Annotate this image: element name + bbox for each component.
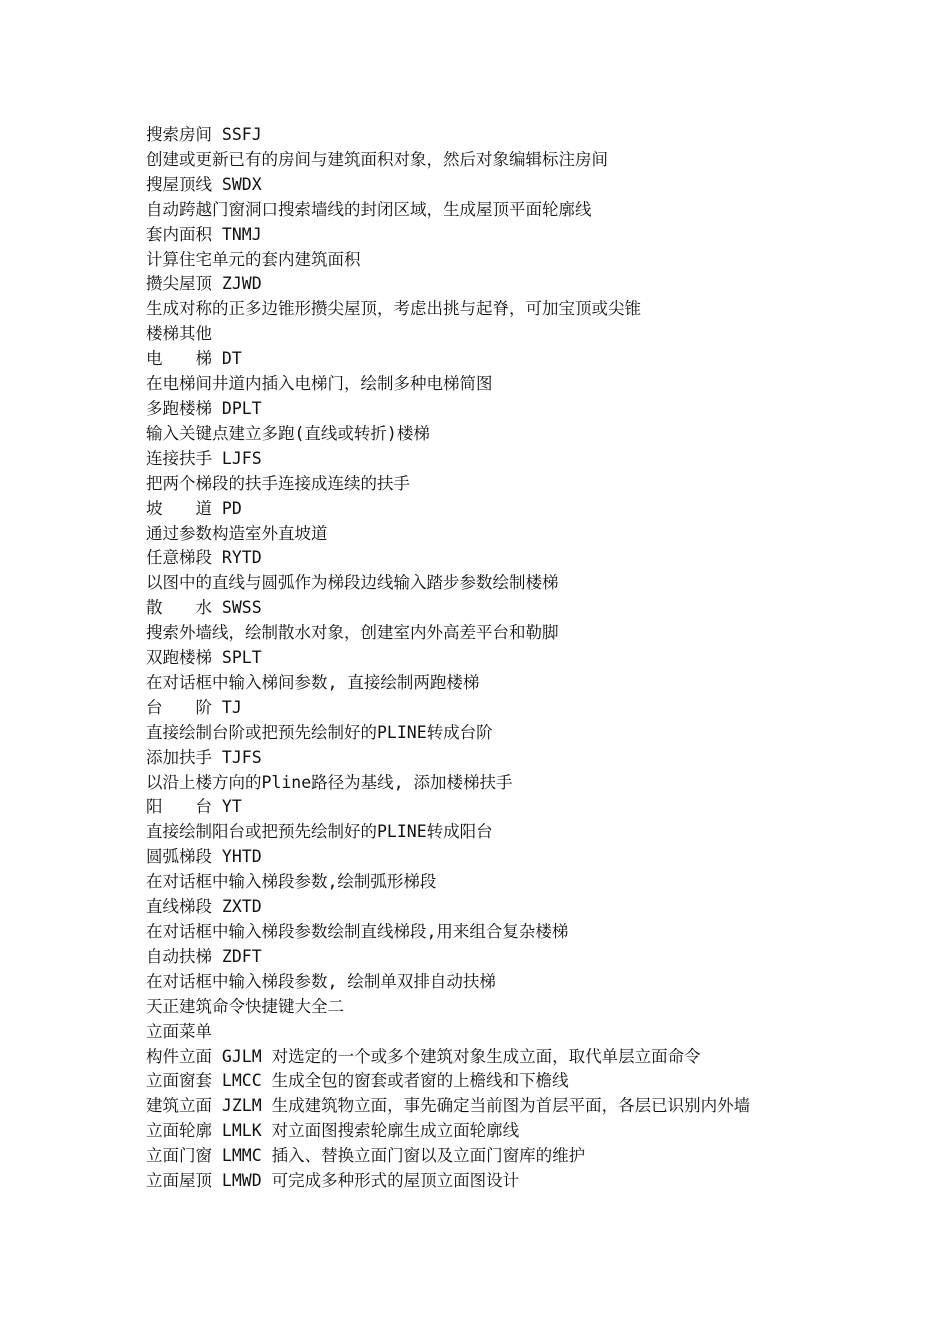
- command-title-yhtd: 圆弧梯段 YHTD: [146, 847, 262, 867]
- command-desc-yt: 直接绘制阳台或把预先绘制好的PLINE转成阳台: [146, 822, 493, 842]
- command-title-pd: 坡 道 PD: [146, 498, 242, 518]
- command-desc-zxtd: 在对话框中输入梯段参数绘制直线梯段,用来组合复杂楼梯: [146, 922, 569, 941]
- command-desc-dplt: 输入关键点建立多跑(直线或转折)楼梯: [146, 423, 430, 443]
- command-desc-tjfs: 以沿上楼方向的Pline路径为基线, 添加楼梯扶手: [146, 772, 513, 792]
- command-desc-swss: 搜索外墙线，绘制散水对象，创建室内外高差平台和勒脚: [146, 623, 559, 643]
- command-desc-yhtd: 在对话框中输入梯段参数,绘制弧形梯段: [146, 872, 437, 892]
- command-desc-swdx: 自动跨越门窗洞口搜索墙线的封闭区域，生成屋顶平面轮廓线: [146, 199, 592, 219]
- command-entry-lmcc: 立面窗套 LMCC 生成全包的窗套或者窗的上檐线和下檐线: [146, 1071, 569, 1091]
- command-title-dplt: 多跑楼梯 DPLT: [146, 398, 262, 418]
- section-heading-stairs-other: 楼梯其他: [146, 324, 212, 344]
- command-title-zdft: 自动扶梯 ZDFT: [146, 946, 262, 966]
- command-desc-pd: 通过参数构造室外直坡道: [146, 523, 328, 543]
- command-title-ssfj: 搜索房间 SSFJ: [146, 125, 262, 144]
- command-entry-lmlk: 立面轮廓 LMLK 对立面图搜索轮廓生成立面轮廓线: [146, 1121, 520, 1141]
- command-title-yt: 阳 台 YT: [146, 797, 242, 817]
- command-desc-ssfj: 创建或更新已有的房间与建筑面积对象，然后对象编辑标注房间: [146, 149, 608, 169]
- command-desc-dt: 在电梯间井道内插入电梯门，绘制多种电梯简图: [146, 374, 493, 394]
- command-desc-tj: 直接绘制台阶或把预先绘制好的PLINE转成台阶: [146, 722, 493, 742]
- command-desc-zdft: 在对话框中输入梯段参数, 绘制单双排自动扶梯: [146, 971, 496, 991]
- command-title-swdx: 搜屋顶线 SWDX: [146, 174, 262, 194]
- command-title-splt: 双跑楼梯 SPLT: [146, 648, 262, 668]
- command-entry-gjlm: 构件立面 GJLM 对选定的一个或多个建筑对象生成立面，取代单层立面命令: [146, 1046, 701, 1066]
- command-entry-lmwd: 立面屋顶 LMWD 可完成多种形式的屋顶立面图设计: [146, 1171, 520, 1191]
- command-desc-ljfs: 把两个梯段的扶手连接成连续的扶手: [146, 473, 410, 493]
- command-title-tnmj: 套内面积 TNMJ: [146, 224, 262, 244]
- command-entry-lmmc: 立面门窗 LMMC 插入、替换立面门窗以及立面门窗库的维护: [146, 1146, 586, 1166]
- command-title-zjwd: 攒尖屋顶 ZJWD: [146, 274, 262, 294]
- document-part-title: 天正建筑命令快捷键大全二: [146, 996, 344, 1016]
- section-heading-elevation-menu: 立面菜单: [146, 1021, 212, 1041]
- command-title-ljfs: 连接扶手 LJFS: [146, 448, 262, 468]
- command-title-swss: 散 水 SWSS: [146, 598, 262, 618]
- command-desc-tnmj: 计算住宅单元的套内建筑面积: [146, 249, 361, 269]
- document-body: [146, 123, 826, 1194]
- command-entry-jzlm: 建筑立面 JZLM 生成建筑物立面，事先确定当前图为首层平面，各层已识别内外墙: [146, 1096, 751, 1116]
- command-desc-splt: 在对话框中输入梯间参数, 直接绘制两跑楼梯: [146, 672, 480, 692]
- command-desc-rytd: 以图中的直线与圆弧作为梯段边线输入踏步参数绘制楼梯: [146, 573, 559, 593]
- command-title-rytd: 任意梯段 RYTD: [146, 548, 262, 568]
- command-title-tjfs: 添加扶手 TJFS: [146, 747, 262, 767]
- command-title-dt: 电 梯 DT: [146, 349, 242, 369]
- command-desc-zjwd: 生成对称的正多边锥形攒尖屋顶，考虑出挑与起脊，可加宝顶或尖锥: [146, 299, 641, 319]
- command-title-zxtd: 直线梯段 ZXTD: [146, 897, 262, 917]
- command-title-tj: 台 阶 TJ: [146, 697, 242, 717]
